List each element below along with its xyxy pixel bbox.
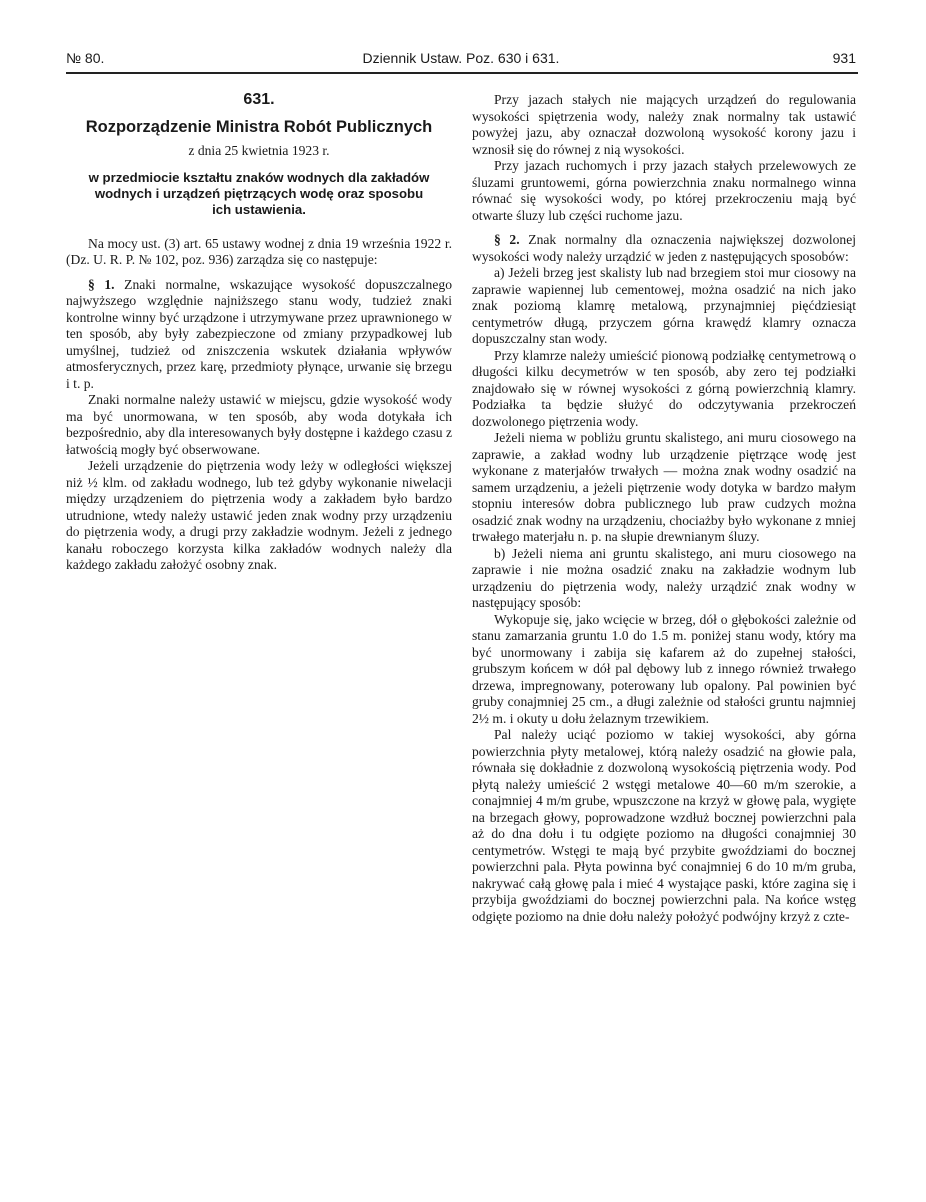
act-number: 631. — [243, 91, 275, 108]
page-number: 931 — [832, 50, 856, 66]
section-1 — [66, 277, 452, 393]
act-date: z dnia 25 kwietnia 1923 r. — [188, 143, 330, 158]
paragraph: Przy jazach stałych nie mających urządzeń do regulowania wysokości spiętrzenia wody, należy znak normalny tak ustawić powyżej jazu, aby oznaczał dozwoloną wysokość korony jazu i wznosił się do równej z nią wysokości. — [472, 92, 856, 157]
page-header — [66, 46, 856, 72]
section-2-text: Znak normalny dla oznaczenia największej dozwolonej wysokości wody należy urządzić w jeden z następujących sposobów: — [472, 232, 856, 264]
left-column — [66, 92, 452, 574]
section-1-text: Znaki normalne, wskazujące wysokość dopuszczalnego najwyższego względnie najniższego stanu wody, tudzież znaki kontrolne winny być urządzone i utrzymywane przez uprawnionego w ten sposób, aby były zabezpieczone od zmiany przypadkowej lub umyślnej, tudzież od zniszczenia wskutek działania wpływów atmosferycznych, przez karę, przedmioty płynące, urwanie się brzegu i t. p. — [66, 276, 452, 391]
paragraph: Wykopuje się, jako wcięcie w brzeg, dół o głębokości zależnie od stanu zamarzania gruntu 1.0 do 1.5 m. poniżej stanu wody, który ma być unormowany i zabija się kafarem aż do zupełnej stałości, grubszym końcem w dół pal dębowy lub z innego również trwałego drzewa, impregnowany, poterowany lub opalony. Pal powinien być gruby conajmniej 25 cm., a długi zależnie od stałości gruntu najmniej 2½ m. i okuty u dołu żelaznym trzewikiem. — [472, 611, 856, 726]
section-2-label: § 2. — [494, 232, 520, 247]
paragraph: Jeżeli urządzenie do piętrzenia wody leży w odległości większej niż ½ klm. od zakładu wodnego, lub też gdyby wykonanie niwelacji między urządzeniem do piętrzenia wody a zakładem było bardzo utrudnione, wtedy należy ustawić jeden znak wodny przy urządzeniu do piętrzenia wody, a drugi przy zakładzie wodnym. Jeżeli z jednego kanału roboczego korzysta kilka zakładów wodnych należy dla każdego zakładu założyć osobny znak. — [66, 458, 452, 572]
right-column — [472, 92, 856, 925]
intro-paragraph: Na mocy ust. (3) art. 65 ustawy wodnej z dnia 19 września 1922 r. (Dz. U. R. P. № 102, poz. 936) zarządza się co następuje: — [66, 235, 452, 267]
act-title: Rozporządzenie Ministra Robót Publicznych — [85, 117, 433, 136]
section-1-label: § 1. — [88, 276, 115, 292]
paragraph: Pal należy uciąć poziomo w takiej wysokości, aby górna powierzchnia płyty metalowej, którą należy osadzić na głowie pala, równała się dokładnie z dozwoloną wysokością piętrzenia wody. Pod płytą należy umieścić 2 wstęgi metalowe 40—60 m/m szerokie, a conajmniej 4 m/m grube, wpuszczone na krzyż w głowę pala, wygięte na brzegach głowy, poprowadzone wzdłuż bocznej powierzchni pala aż do dna dołu i tu odgięte poziomo na długości conajmniej 30 centymetrów. Wstęgi te mają być przybite gwoździami do bocznej powierzchni pala. Płyta powinna być conajmniej 6 do 10 m/m gruba, nakrywać całą głowę pala i mieć 4 wystające paski, które zagina się i przybija gwoździami do bocznej powierzchni pala. Na końce wstęg odgięte poziomo na dnie dołu należy położyć podwójny krzyż z czte- — [472, 727, 856, 924]
paragraph-a: a) Jeżeli brzeg jest skalisty lub nad brzegiem stoi mur ciosowy na zaprawie wapiennej lub cementowej, można osadzić na nich jako znak poziomą klamrę metalową, przynajmniej pięćdziesiąt centymetrów długą, przyczem górna krawędź klamry oznacza dopuszczalny stan wody. — [472, 265, 856, 346]
act-subject: w przedmiocie kształtu znaków wodnych dla zakładów wodnych i urządzeń piętrzących wodę oraz sposobu ich ustawienia. — [88, 169, 430, 217]
paragraph: Znaki normalne należy ustawić w miejscu, gdzie wysokość wody ma być unormowana, w ten sposób, aby woda dotykała ich bezpośrednio, aby dla interesowanych były dostępne i każdego czasu z łatwością mogły być obserwowane. — [66, 392, 452, 457]
header-divider — [66, 72, 858, 74]
paragraph: Jeżeli niema w pobliżu gruntu skalistego, ani muru ciosowego na zaprawie, a zakład wodny lub urządzenie piętrzące wodę jest wykonane z materjałów trwałych — można znak wodny osadzić na samem urządzeniu, a jeżeli piętrzenie wody dotyka w bardzo małym stopniu interesów dobra publicznego lub praw cudzych można osadzić znak wodny na urządzeniu, chociażby było wykonane z mniej trwałego materjału n. p. na słupie drewnianym śluzy. — [472, 430, 856, 544]
section-2 — [472, 232, 856, 265]
paragraph: Przy jazach ruchomych i przy jazach stałych przelewowych ze śluzami gruntowemi, górna powierzchnia znaku normalnego winna równać się wysokości wody, po której przekroczeniu mają być otwarte śluzy lub części ruchome jazu. — [472, 158, 856, 223]
journal-title: Dziennik Ustaw. Poz. 630 i 631. — [362, 50, 560, 66]
paragraph-b: b) Jeżeli niema ani gruntu skalistego, ani muru ciosowego na zaprawie i nie można osadzić znaku na zakładzie wodnym lub urządzeniu do piętrzenia wody, należy urządzić znak wodny w następujący sposób: — [472, 545, 856, 610]
paragraph: Przy klamrze należy umieścić pionową podziałkę centymetrową o długości kilku decymetrów w ten sposób, aby zero tej podziałki znajdowało się w równej wysokości z górną powierzchnią klamry. Podziałka ta będzie służyć do odczytywania przekroczeń dozwolonego piętrzenia wody. — [472, 347, 856, 429]
issue-number: № 80. — [66, 50, 105, 66]
